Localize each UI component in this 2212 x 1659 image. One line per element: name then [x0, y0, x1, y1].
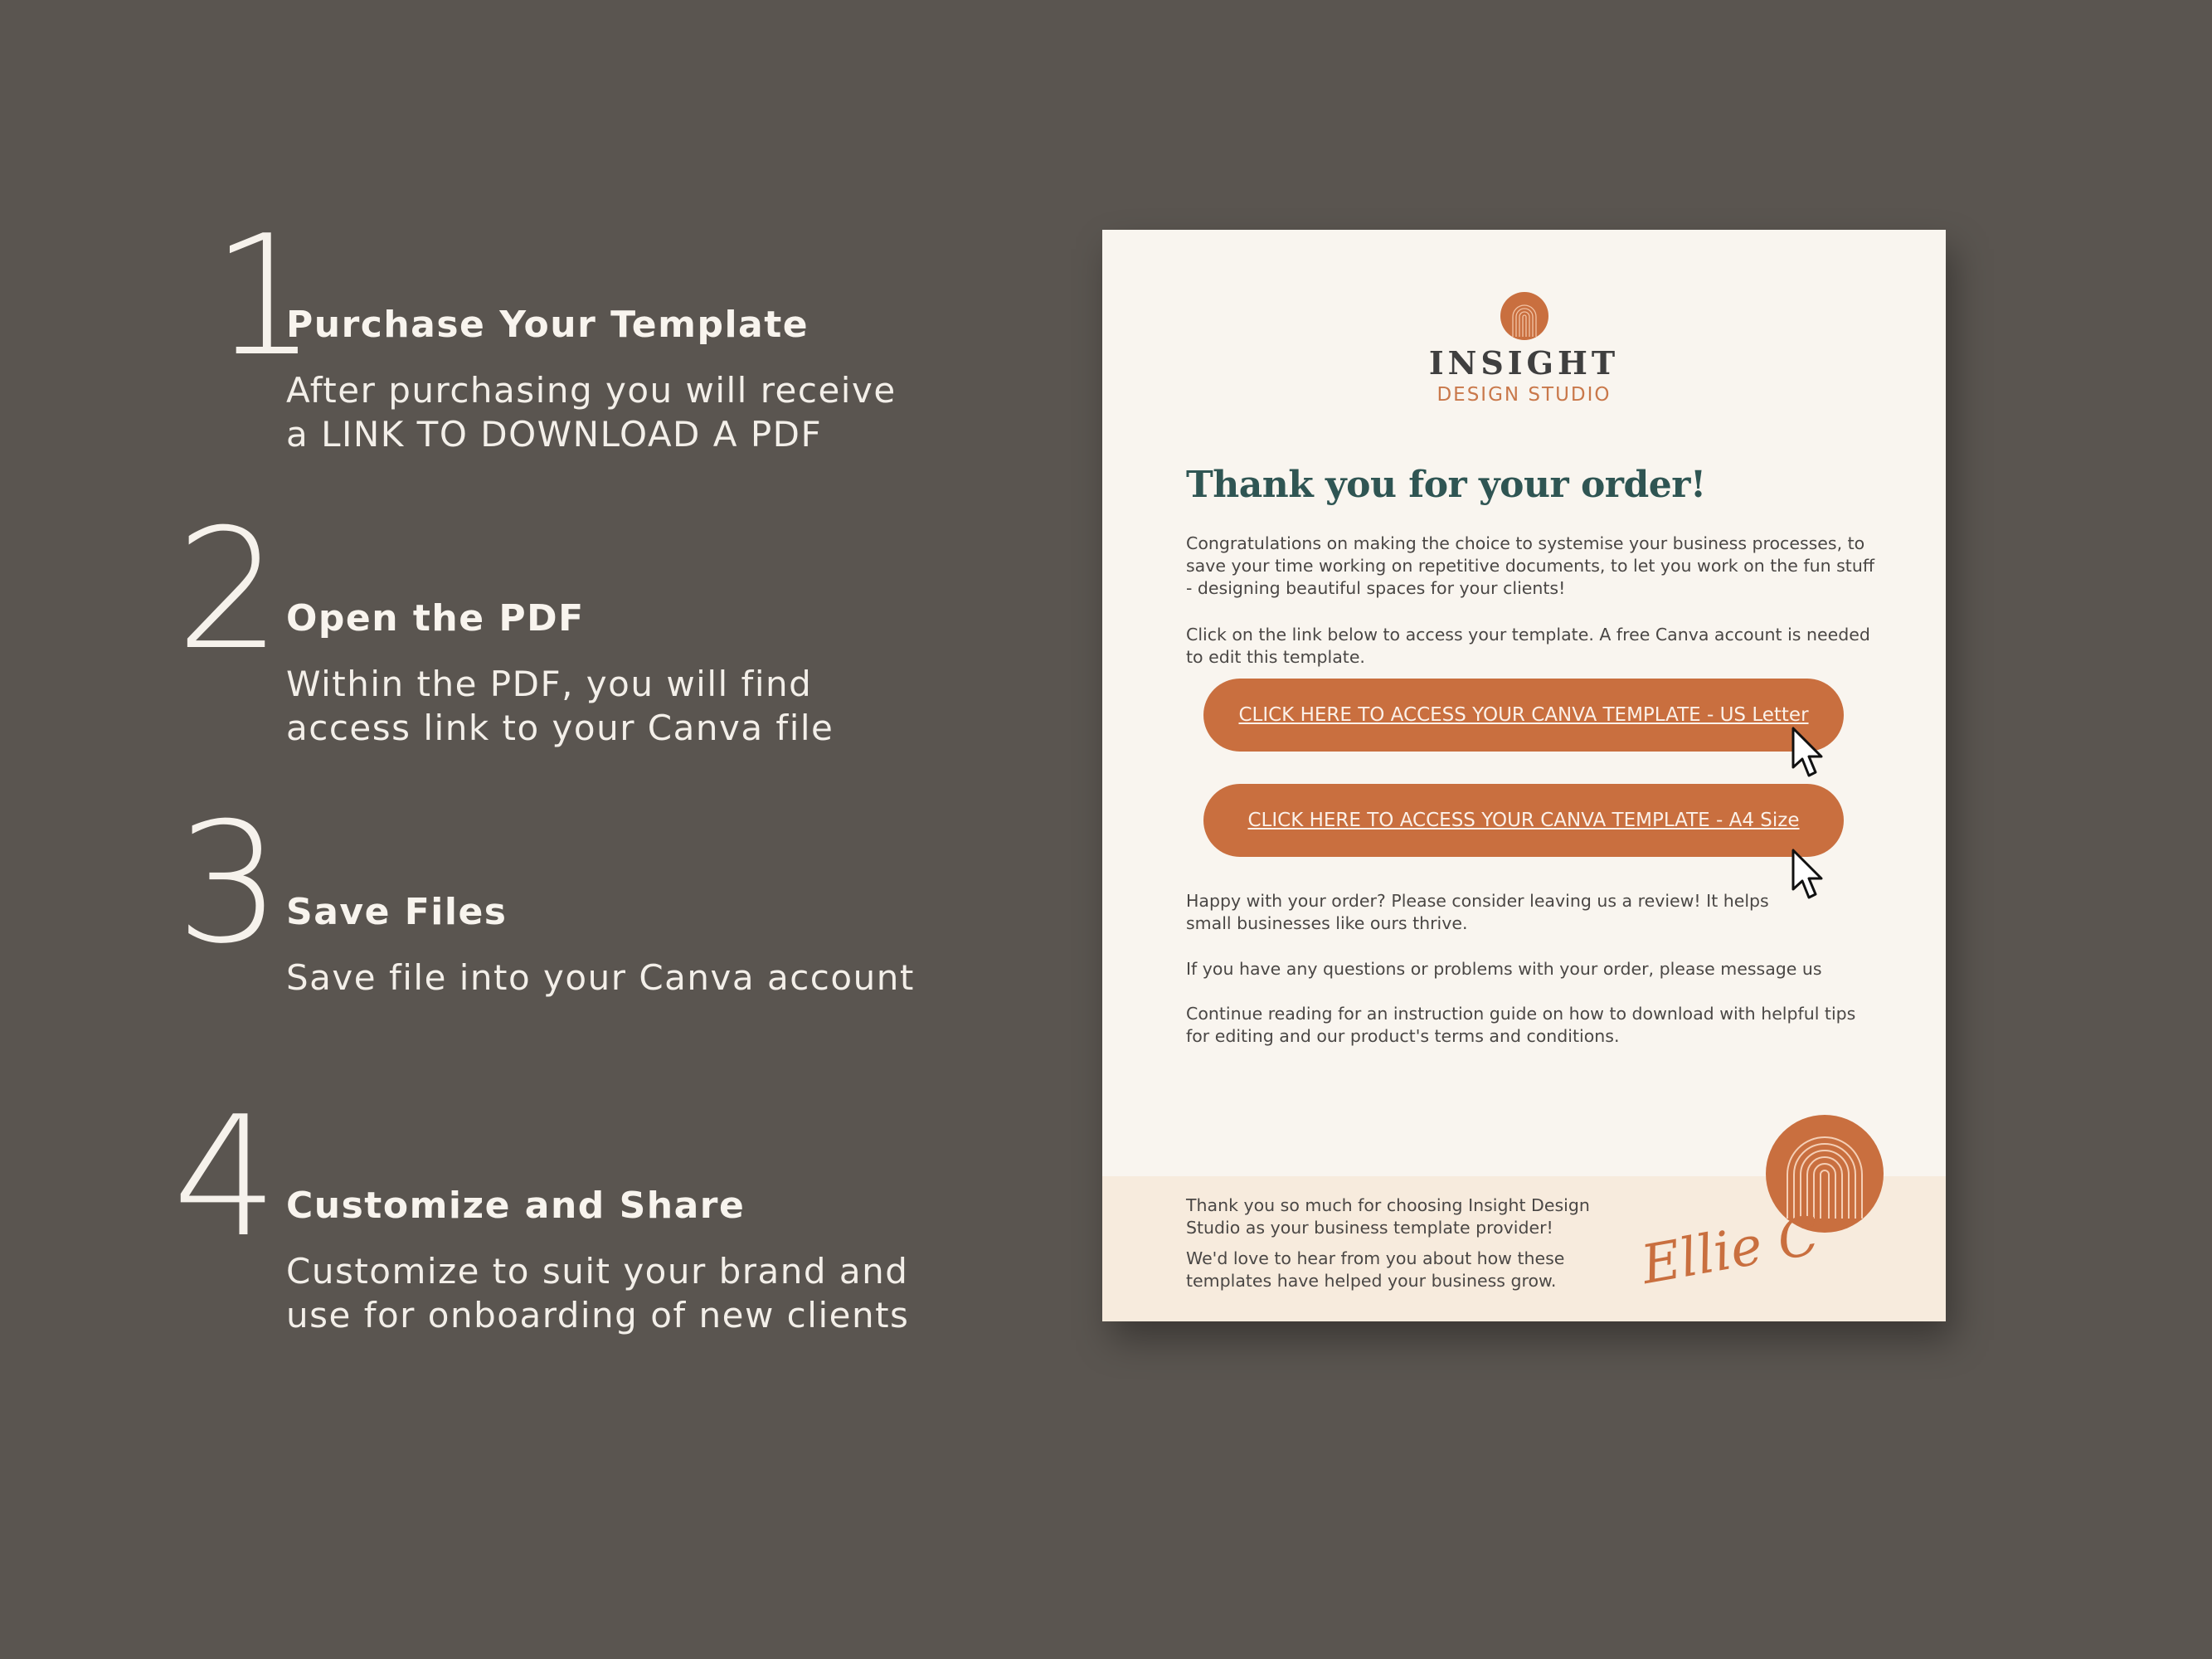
step-3: [0, 787, 995, 1075]
step-title: Purchase Your Template: [286, 304, 809, 346]
cursor-icon: [1791, 726, 1826, 781]
us-letter-template-button[interactable]: [1203, 679, 1844, 752]
step-2: [0, 494, 995, 781]
document-heading: Thank you for your order!: [1186, 464, 1706, 506]
a4-template-button[interactable]: [1203, 784, 1844, 857]
signature: [1633, 1204, 1824, 1304]
continue-paragraph: Continue reading for an instruction guide on how to download with helpful tips for editing and our product's terms and conditions.: [1186, 1004, 1856, 1046]
document-preview: [1102, 230, 1946, 1321]
step-title: Customize and Share: [286, 1185, 746, 1227]
button-label: CLICK HERE TO ACCESS YOUR CANVA TEMPLATE - A4 Size: [1247, 810, 1800, 831]
step-title: Save Files: [286, 891, 508, 933]
step-line: Customize to suit your brand and: [286, 1251, 909, 1292]
step-title: Open the PDF: [286, 597, 585, 640]
brand-subtitle: DESIGN STUDIO: [1437, 384, 1612, 406]
step-4: [0, 1081, 995, 1369]
step-description: [286, 956, 915, 1000]
step-number: 2: [176, 494, 279, 687]
step-line: Within the PDF, you will find: [286, 664, 813, 704]
step-description: [286, 1249, 909, 1337]
footer-thanks: Thank you so much for choosing Insight Design Studio as your business template provider!: [1186, 1195, 1590, 1238]
step-number: 1: [211, 200, 314, 393]
review-paragraph: Happy with your order? Please consider leaving us a review! It helps small businesses like ours thrive.: [1186, 891, 1769, 933]
step-number: 4: [173, 1081, 275, 1274]
step-description: [286, 662, 834, 750]
step-number: 3: [176, 787, 279, 980]
step-line: Save file into your Canva account: [286, 957, 915, 998]
step-line: use for onboarding of new clients: [286, 1295, 910, 1335]
intro-paragraph: Congratulations on making the choice to systemise your business processes, to save your time working on repetitive documents, to let you work on the fun stuff - designing beautiful spaces for your clients!: [1186, 533, 1874, 598]
signature-text: Ellie C: [1636, 1204, 1824, 1297]
logo-circle-icon: [1500, 292, 1548, 340]
footer-feedback: We'd love to hear from you about how these templates have helped your business grow.: [1186, 1248, 1565, 1291]
button-label: CLICK HERE TO ACCESS YOUR CANVA TEMPLATE - US Letter: [1238, 704, 1809, 726]
step-line: access link to your Canva file: [286, 708, 834, 748]
instruction-paragraph: Click on the link below to access your template. A free Canva account is needed to edit this template.: [1186, 625, 1870, 667]
brand-name: INSIGHT: [1428, 344, 1620, 382]
step-line: a LINK TO DOWNLOAD A PDF: [286, 414, 823, 455]
step-description: [286, 368, 897, 456]
step-line: After purchasing you will receive: [286, 370, 897, 411]
questions-paragraph: If you have any questions or problems with your order, please message us: [1186, 959, 1822, 979]
step-1: [0, 200, 995, 488]
